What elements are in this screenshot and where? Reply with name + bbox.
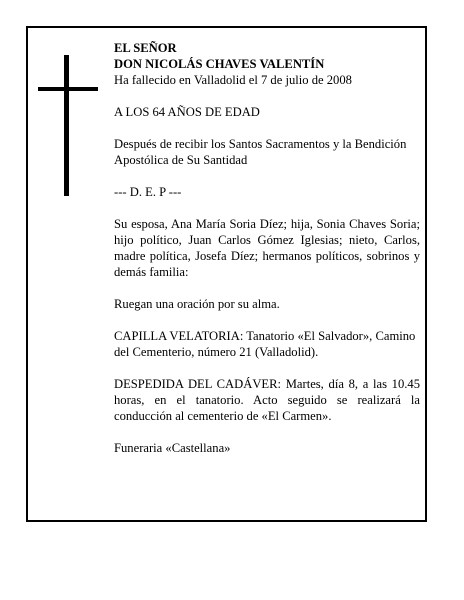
cross-icon bbox=[64, 55, 69, 196]
obituary-text bbox=[114, 40, 420, 472]
farewell-label: DESPEDIDA DEL CADÁVER: bbox=[114, 377, 282, 391]
cross-icon-bar bbox=[38, 87, 98, 91]
deceased-name: DON NICOLÁS CHAVES VALENTÍN bbox=[114, 57, 325, 71]
chapel-paragraph bbox=[114, 328, 420, 360]
funeral-home: Funeraria «Castellana» bbox=[114, 441, 231, 455]
death-line: Ha fallecido en Valladolid el 7 de julio de 2008 bbox=[114, 73, 352, 87]
chapel-text: Tanatorio «El Salvador», Camino del Cementerio, número 21 (Valladolid). bbox=[114, 329, 416, 359]
farewell-text: Martes, día 8, a las 10.45 horas, en el tanatorio. Acto seguido se realizará la conducción al cementerio de «El Carmen». bbox=[114, 377, 420, 423]
age-line: A LOS 64 AÑOS DE EDAD bbox=[114, 105, 260, 119]
prayer-text: Ruegan una oración por su alma. bbox=[114, 297, 280, 311]
rip-line: --- D. E. P --- bbox=[114, 185, 182, 199]
title-line-1: EL SEÑOR bbox=[114, 41, 177, 55]
sacraments-text: Después de recibir los Santos Sacramentos y la Bendición Apostólica de Su Santidad bbox=[114, 137, 407, 167]
family-text: Su esposa, Ana María Soria Díez; hija, Sonia Chaves Soria; hijo político, Juan Carlos Gómez Iglesias; nieto, Carlos, madre política, Josefa Díez; hermanos políticos, sobrinos y demás familia: bbox=[114, 217, 420, 279]
chapel-label: CAPILLA VELATORIA: bbox=[114, 329, 244, 343]
farewell-paragraph bbox=[114, 376, 420, 424]
